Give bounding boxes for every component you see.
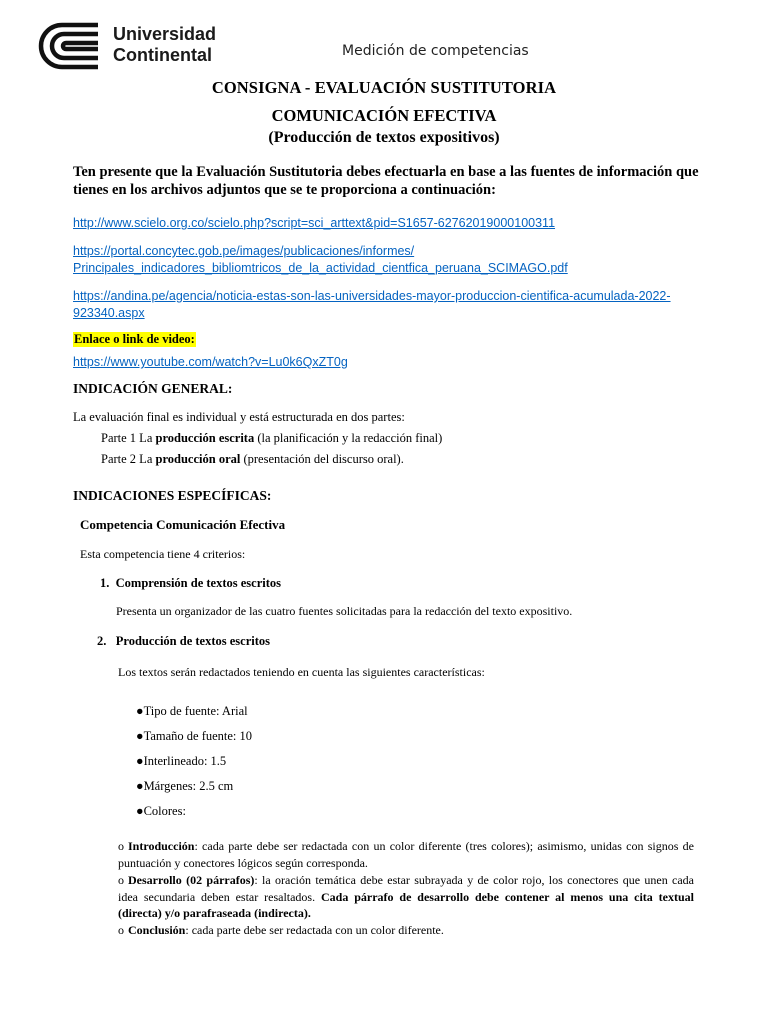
list-item (136, 704, 248, 719)
part-1-prefix: Parte 1 La (101, 431, 156, 445)
list-item (136, 754, 226, 769)
list-item-text: Tamaño de fuente: 10 (143, 729, 253, 743)
sub-item-bold-note: Cada párrafo de desarrollo debe contener al menos una cita textual (directa) y/o parafraseada (indirecta). (118, 889, 694, 920)
video-link-label: Enlace o link de video: (74, 332, 195, 346)
part-1-bold: producción escrita (155, 431, 255, 445)
list-item-text: Márgenes: 2.5 cm (143, 779, 234, 793)
criterion-2-text: Los textos serán redactados teniendo en cuenta las siguientes características: (118, 665, 485, 679)
main-title: CONSIGNA - EVALUACIÓN SUSTITUTORIA (211, 78, 557, 97)
logo-line-2: Continental (113, 45, 212, 65)
sub-item-bold: Desarrollo (02 párrafos) (128, 873, 255, 887)
part-1-suffix: (la planificación y la redacción final) (254, 431, 443, 445)
list-item (136, 729, 252, 744)
general-text: La evaluación final es individual y está estructurada en dos partes: (73, 410, 405, 424)
university-logo-icon (38, 22, 100, 70)
criterion-2-number: 2. (97, 634, 107, 648)
competence-title: Competencia Comunicación Efectiva (80, 517, 286, 532)
bullet-icon: ● (136, 804, 144, 818)
document-label: Medición de competencias (342, 43, 529, 59)
list-item (136, 779, 233, 794)
circle-bullet-icon: o (118, 839, 124, 853)
list-item-text: Tipo de fuente: Arial (143, 704, 248, 718)
part-2-suffix: (presentación del discurso oral). (240, 452, 404, 466)
sub-item-text: : cada parte debe ser redactada con un color diferente. (185, 923, 444, 937)
criterion-1-heading (100, 576, 281, 591)
university-logo-text (113, 24, 217, 66)
part-2-bold: producción oral (155, 452, 241, 466)
sub-item-bold: Introducción (128, 839, 195, 853)
criterion-1-title: Comprensión de textos escritos (115, 576, 281, 590)
source-link-scielo[interactable]: http://www.scielo.org.co/scielo.php?script=sci_arttext&pid=S1657-62762019000100311 (73, 216, 556, 230)
part-2-prefix: Parte 2 La (101, 452, 156, 466)
list-item-text: Colores: (143, 804, 186, 818)
sub-item-text: : cada parte debe ser redactada con un color diferente (tres colores); asimismo, unidas con signos de puntuación y conectores lógicos según corresponda. (118, 839, 694, 870)
sub-item-conclusion (118, 922, 694, 939)
logo-line-1: Universidad (113, 24, 217, 44)
bullet-icon: ● (136, 704, 144, 718)
part-2-text (101, 452, 404, 467)
video-link[interactable]: https://www.youtube.com/watch?v=Lu0k6QxZT0g (73, 355, 348, 369)
bullet-icon: ● (136, 729, 144, 743)
general-heading: INDICACIÓN GENERAL: (73, 381, 233, 396)
source-link-andina[interactable]: https://andina.pe/agencia/noticia-estas-son-las-universidades-mayor-produccion-cientifica-acumulada-2022-923340.aspx (73, 289, 671, 320)
criteria-text: Esta competencia tiene 4 criterios: (80, 547, 246, 561)
intro-paragraph: Ten presente que la Evaluación Sustitutoria debes efectuarla en base a las fuentes de información que tienes en los archivos adjuntos que se te proporciona a continuación: (73, 164, 699, 198)
circle-bullet-icon: o (118, 923, 124, 937)
course-title: COMUNICACIÓN EFECTIVA (271, 106, 497, 125)
specific-heading: INDICACIONES ESPECÍFICAS: (73, 488, 272, 503)
source-link-concytec[interactable]: https://portal.concytec.gob.pe/images/publicaciones/informes/ Principales_indicadores_bibliomtricos_de_la_actividad_cientfica_peruana_SCIMAGO.pdf (73, 244, 568, 275)
criterion-1-text: Presenta un organizador de las cuatro fuentes solicitadas para la redacción del texto expositivo. (116, 604, 573, 618)
list-item (136, 804, 186, 819)
sub-item-text: : la oración temática debe estar subrayada y de color rojo, los conectores que unen cada idea secundaria deben estar resaltados. (118, 873, 694, 904)
sub-item-development (118, 872, 694, 922)
sub-item-bold: Conclusión (128, 923, 186, 937)
bullet-icon: ● (136, 754, 144, 768)
list-item-text: Interlineado: 1.5 (143, 754, 227, 768)
bullet-icon: ● (136, 779, 144, 793)
sub-item-introduction (118, 838, 694, 871)
circle-bullet-icon: o (118, 873, 124, 887)
criterion-2-title: Producción de textos escritos (115, 634, 271, 648)
subtitle: (Producción de textos expositivos) (268, 129, 500, 146)
criterion-1-number: 1. (100, 576, 110, 590)
part-1-text (101, 431, 442, 446)
criterion-2-heading (97, 634, 270, 649)
